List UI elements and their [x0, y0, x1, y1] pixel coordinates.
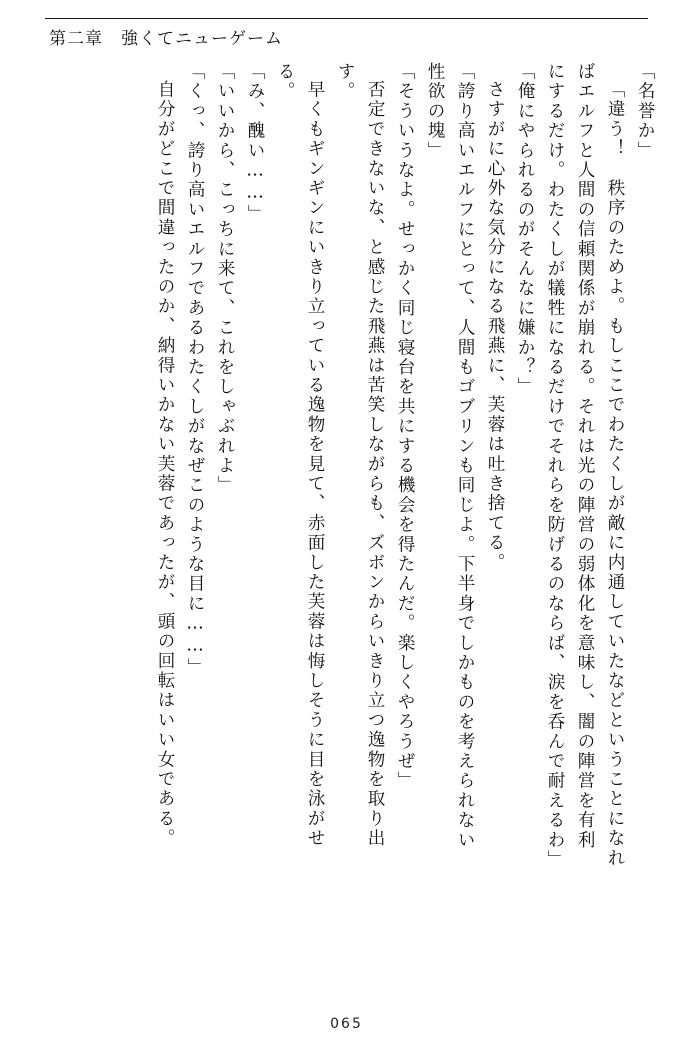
text-line: さすがに心外な気分になる飛燕に、芙蓉は吐き捨てる。: [485, 80, 505, 573]
text-line: る。: [275, 62, 295, 102]
text-line: 「誇り高いエルフにとって、人間もゴブリンも同じよ。下半身でしかものを考えられない: [455, 62, 475, 850]
text-line: 早くもギンギンにいきり立っている逸物を見て、赤面した芙蓉は悔しそうに目を泳がせ: [305, 80, 325, 849]
text-line: 「違う！ 秩序のためよ。もしここでわたくしが敵に内通していたなどということになれ: [605, 80, 625, 868]
text-line: ばエルフと人間の信頼関係が崩れる。それは光の陣営の弱体化を意味し、闇の陣営を有利: [575, 62, 595, 850]
text-line: 「いいから、こっちに来て、これをしゃぶれよ」: [215, 62, 235, 496]
text-line: す。: [335, 62, 355, 102]
text-line: 「俺にやられるのがそんなに嫌か？」: [515, 62, 535, 397]
text-line: 自分がどこで間違ったのか、納得いかない芙蓉であったが、頭の回転はいい女である。: [155, 80, 175, 849]
text-line: 「み、醜い……」: [245, 62, 265, 225]
chapter-heading: [49, 24, 283, 49]
chapter-title: 強くてニューゲーム: [121, 29, 283, 49]
text-line: 否定できないな、と感じた飛燕は苦笑しながらも、ズボンからいきり立つ逸物を取り出: [365, 80, 385, 849]
page-number: 065: [330, 1016, 363, 1032]
text-line: にするだけ。わたくしが犠牲になるだけでそれらを防げるのならば、涙を呑んで耐えるわ」: [545, 62, 565, 870]
page-header: [45, 18, 648, 52]
text-line: 性欲の塊」: [425, 62, 445, 161]
vertical-text-body: [40, 62, 653, 992]
header-rule: [45, 18, 648, 19]
text-line: 「そういうなよ。せっかく同じ寝台を共にする機会を得たんだ。楽しくやろうぜ」: [395, 62, 415, 791]
text-line: 「くっ、誇り高いエルフであるわたくしがなぜこのような目に……」: [185, 62, 205, 678]
chapter-number: 第二章: [49, 29, 103, 49]
text-line: 「名誉か」: [635, 62, 655, 161]
